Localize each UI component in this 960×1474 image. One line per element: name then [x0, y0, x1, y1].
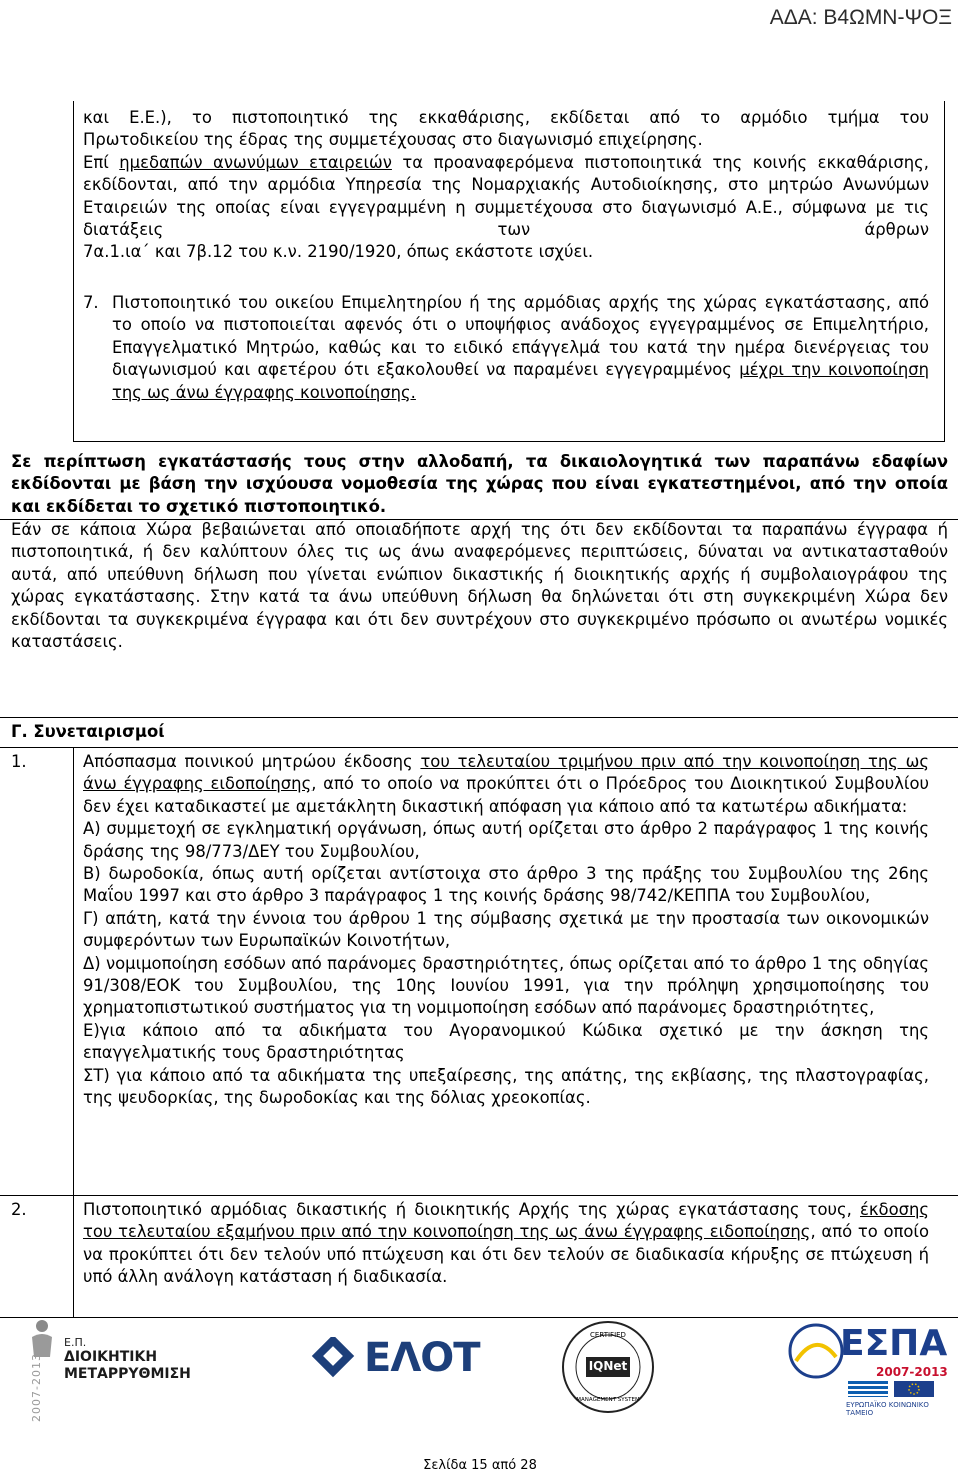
coops-item1-number: 1.	[11, 752, 27, 771]
p2-underlined: ημεδαπών ανωνύμων εταιρειών	[119, 152, 392, 172]
p2-rest: τα προαναφερόμενα πιστοποιητικά της κοινής εκκαθάρισης, εκδίδονται, από την αρμόδια Υπηρεσία της Νομαρχιακής Αυτοδιοίκησης, στο μητρώο Ανωνύμων Εταιρειών της οποίας είναι εγγεγραμμένη η συμμετέχουσα στο διαγωνισμό Α.Ε., σύμφωνα με τις διατάξεις των άρθρων	[83, 152, 930, 240]
espa-caption: ΕΥΡΩΠΑΪΚΟ ΚΟΙΝΩΝΙΚΟ ΤΑΜΕΙΟ	[846, 1401, 929, 1417]
iqnet-top-text: CERTIFIED	[590, 1331, 626, 1339]
item1-lead: Απόσπασμα ποινικού μητρώου έκδοσης	[83, 752, 421, 771]
item1-d: Δ) νομιμοποίηση εσόδων από παράνομες δραστηριότητες, όπως ορίζεται από το άρθρο 1 της οδηγίας 91/308/ΕΟΚ του Συμβουλίου, της 10ης Ιουνίου 1991, για την πρόληψη χρησιμοποίησης του χρηματοπιστωτικού συστήματος για τη νομιμοποίηση εσόδων από παράνομες δραστηριότητες,	[83, 953, 929, 1018]
item1-rest: , από το οποίο να προκύπτει ότι ο Πρόεδρος του Διοικητικού Συμβουλίου δεν έχει καταδικαστεί με αμετάκλητη δικαστική απόφαση για κάποιο από τα κατωτέρω αδικήματα:	[83, 774, 929, 816]
item2-rest: , από το οποίο να προκύπτει ότι δεν τελούν υπό πτώχευση και ότι δεν τελούν σε διαδικασία κήρυξης σε πτώχευση ή υπό άλλη ανάλογη κατάσταση ή διαδικασία.	[83, 1222, 929, 1287]
item1-b: Β) δωροδοκία, όπως αυτή ορίζεται αντίστοιχα στο άρθρο 3 της πράξης του Συμβουλίου της 26ης Μαΐου 1997 και στο άρθρο 3 παράγραφος 1 της κοινής δράσης 98/742/ΚΕΠΠΑ του Συμβουλίου,	[83, 864, 929, 906]
item7-number: 7.	[83, 293, 99, 312]
espa-wordmark: ΕΣΠΑ	[840, 1323, 948, 1364]
foreign-heading: Σε περίπτωση εγκατάστασής τους στην αλλοδαπή, τα δικαιολογητικά των παραπάνω εδαφίων εκδίδονται με βάση την ισχύουσα νομοθεσία της χώρας που είναι εγκατεστημένοι, από την οποία και εκδίδεται το σχετικό πιστοποιητικό.	[11, 452, 948, 516]
item1-a: Α) συμμετοχή σε εγκληματική οργάνωση, όπως αυτή ορίζεται στο άρθρο 2 παράγραφος 1 της κοινής δράσης της 98/773/ΔΕΥ του Συμβουλίου,	[83, 819, 929, 861]
espa-logo	[782, 1315, 952, 1425]
top-section	[83, 107, 929, 264]
item1-st: ΣΤ) για κάποιο από τα αδικήματα της υπεξαίρεσης, της απάτης, της εκβίασης, της πλαστογραφίας, της ψευδορκίας, της δωροδοκίας και της δόλιας χρεοκοπίας.	[83, 1065, 929, 1108]
foreign-text: Εάν σε κάποια Χώρα βεβαιώνεται από οποιαδήποτε αρχή της ότι δεν εκδίδονται τα παραπάνω έγγραφα ή πιστοποιητικά, ή δεν καλύπτουν όλες τις ως άνω αναφερόμενες περιπτώσεις, δύναται να αντικατασταθούν αυτά, από υπεύθυνη δήλωση που γίνεται ενώπιον δικαστικής ή διοικητικής αρχής ή συμβολαιογράφου της χώρας εγκατάστασης. Στην κατά τα άνω υπεύθυνη δήλωση θα δηλώνεται ότι στη συγκεκριμένη Χώρα δεν εκδίδονται τα συγκεκριμένα έγγραφα και ότι δεν συντρέχουν στο συγκεκριμένο πρόσωπο οι ανωτέρω νομικές καταστάσεις.	[11, 520, 948, 652]
ep-line1: ΔΙΟΙΚΗΤΙΚΗ	[64, 1349, 158, 1365]
espa-years: 2007-2013	[876, 1365, 948, 1379]
item1-c: Γ) απάτη, κατά την έννοια του άρθρου 1 της σύμβασης σχετικά με την προστασία των οικονομικών συμφερόντων των Ευρωπαϊκών Κοινοτήτων,	[83, 908, 929, 951]
item7-text	[112, 292, 929, 404]
frame-left	[73, 101, 74, 441]
elot-wordmark: ΕΛΟΤ	[364, 1335, 480, 1381]
ep-abbrev: Ε.Π.	[64, 1336, 87, 1349]
item2-lead: Πιστοποιητικό αρμόδιας δικαστικής ή διοικητικής Αρχής της χώρας εγκατάστασης τους,	[83, 1200, 861, 1219]
p2-prefix: Επί	[83, 152, 120, 172]
item1-e: Ε)για κάποιο από τα αδικήματα του Αγορανομικού Κώδικα σχετικό με την άσκηση της επαγγελματικής τους δραστηριότητας	[83, 1020, 929, 1063]
ep-line2: ΜΕΤΑΡΡΥΘΜΙΣΗ	[64, 1366, 191, 1382]
rule-2	[0, 717, 958, 718]
col-divider	[73, 747, 74, 1317]
p2-last-line: 7α.1.ια΄ και 7β.12 του κ.ν. 2190/1920, όπως εκάστοτε ισχύει.	[83, 242, 594, 262]
top-line-2: Πρωτοδικείου της έδρας της συμμετέχουσας στο διαγωνισμό επιχείρησης.	[83, 130, 703, 150]
eu-flag-icon	[894, 1381, 934, 1397]
rule-3	[0, 747, 958, 748]
coops-item2	[83, 1199, 929, 1289]
top-line-1: και Ε.Ε.), το πιστοποιητικό της εκκαθάρισης, εκδίδεται από το αρμόδιο τμήμα του	[83, 108, 929, 127]
item7-underlined: μέχρι την κοινοποίηση της ως άνω έγγραφης κοινοποίησης.	[112, 360, 929, 402]
footer-logos	[0, 1315, 960, 1425]
page-number: Σελίδα 15 από 28	[423, 1458, 537, 1473]
coops-item1	[83, 751, 929, 1110]
elot-mark-icon	[308, 1337, 358, 1387]
ep-years: 2007-2013	[30, 1353, 43, 1422]
iqnet-seal	[560, 1319, 656, 1415]
item1-underlined: του τελευταίου τριμήνου πριν από την κοινοποίηση της ως άνω έγγραφης ειδοποίησης	[83, 752, 929, 794]
rule-4	[0, 1195, 958, 1196]
coops-heading: Γ. Συνεταιρισμοί	[11, 722, 165, 741]
item2-underlined: έκδοσης του τελευταίου εξαμήνου πριν από την κοινοποίηση της ως άνω έγγραφης ειδοποίησης	[83, 1200, 929, 1242]
greek-flag-icon	[848, 1381, 888, 1397]
ada-code: ΑΔΑ: Β4ΩΜΝ-ΨΟΞ	[769, 6, 952, 29]
iqnet-bottom-text: MANAGEMENT SYSTEM	[576, 1397, 640, 1403]
paragraph-domestic	[83, 152, 929, 242]
iqnet-name: IQNet	[588, 1359, 628, 1373]
ep-logo	[28, 1315, 198, 1425]
espa-stars-icon	[786, 1321, 846, 1381]
item7-body: Πιστοποιητικό του οικείου Επιμελητηρίου ή της αρμόδιας αρχής της χώρας εγκατάστασης, από το οποίο να πιστοποιείται αφενός ότι ο υποψήφιος ανάδοχος εγγεγραμμένος σε Επιμελητήριο, Επαγγελματικό Μητρώο, καθώς και το ειδικό επάγγελμά του κατά την ημέρα διενέργειας του διαγωνισμού και αφετέρου ότι εξακολουθεί να παραμένει εγγεγραμμένος	[112, 293, 929, 380]
coops-item2-number: 2.	[11, 1200, 27, 1219]
elot-logo	[308, 1335, 538, 1395]
